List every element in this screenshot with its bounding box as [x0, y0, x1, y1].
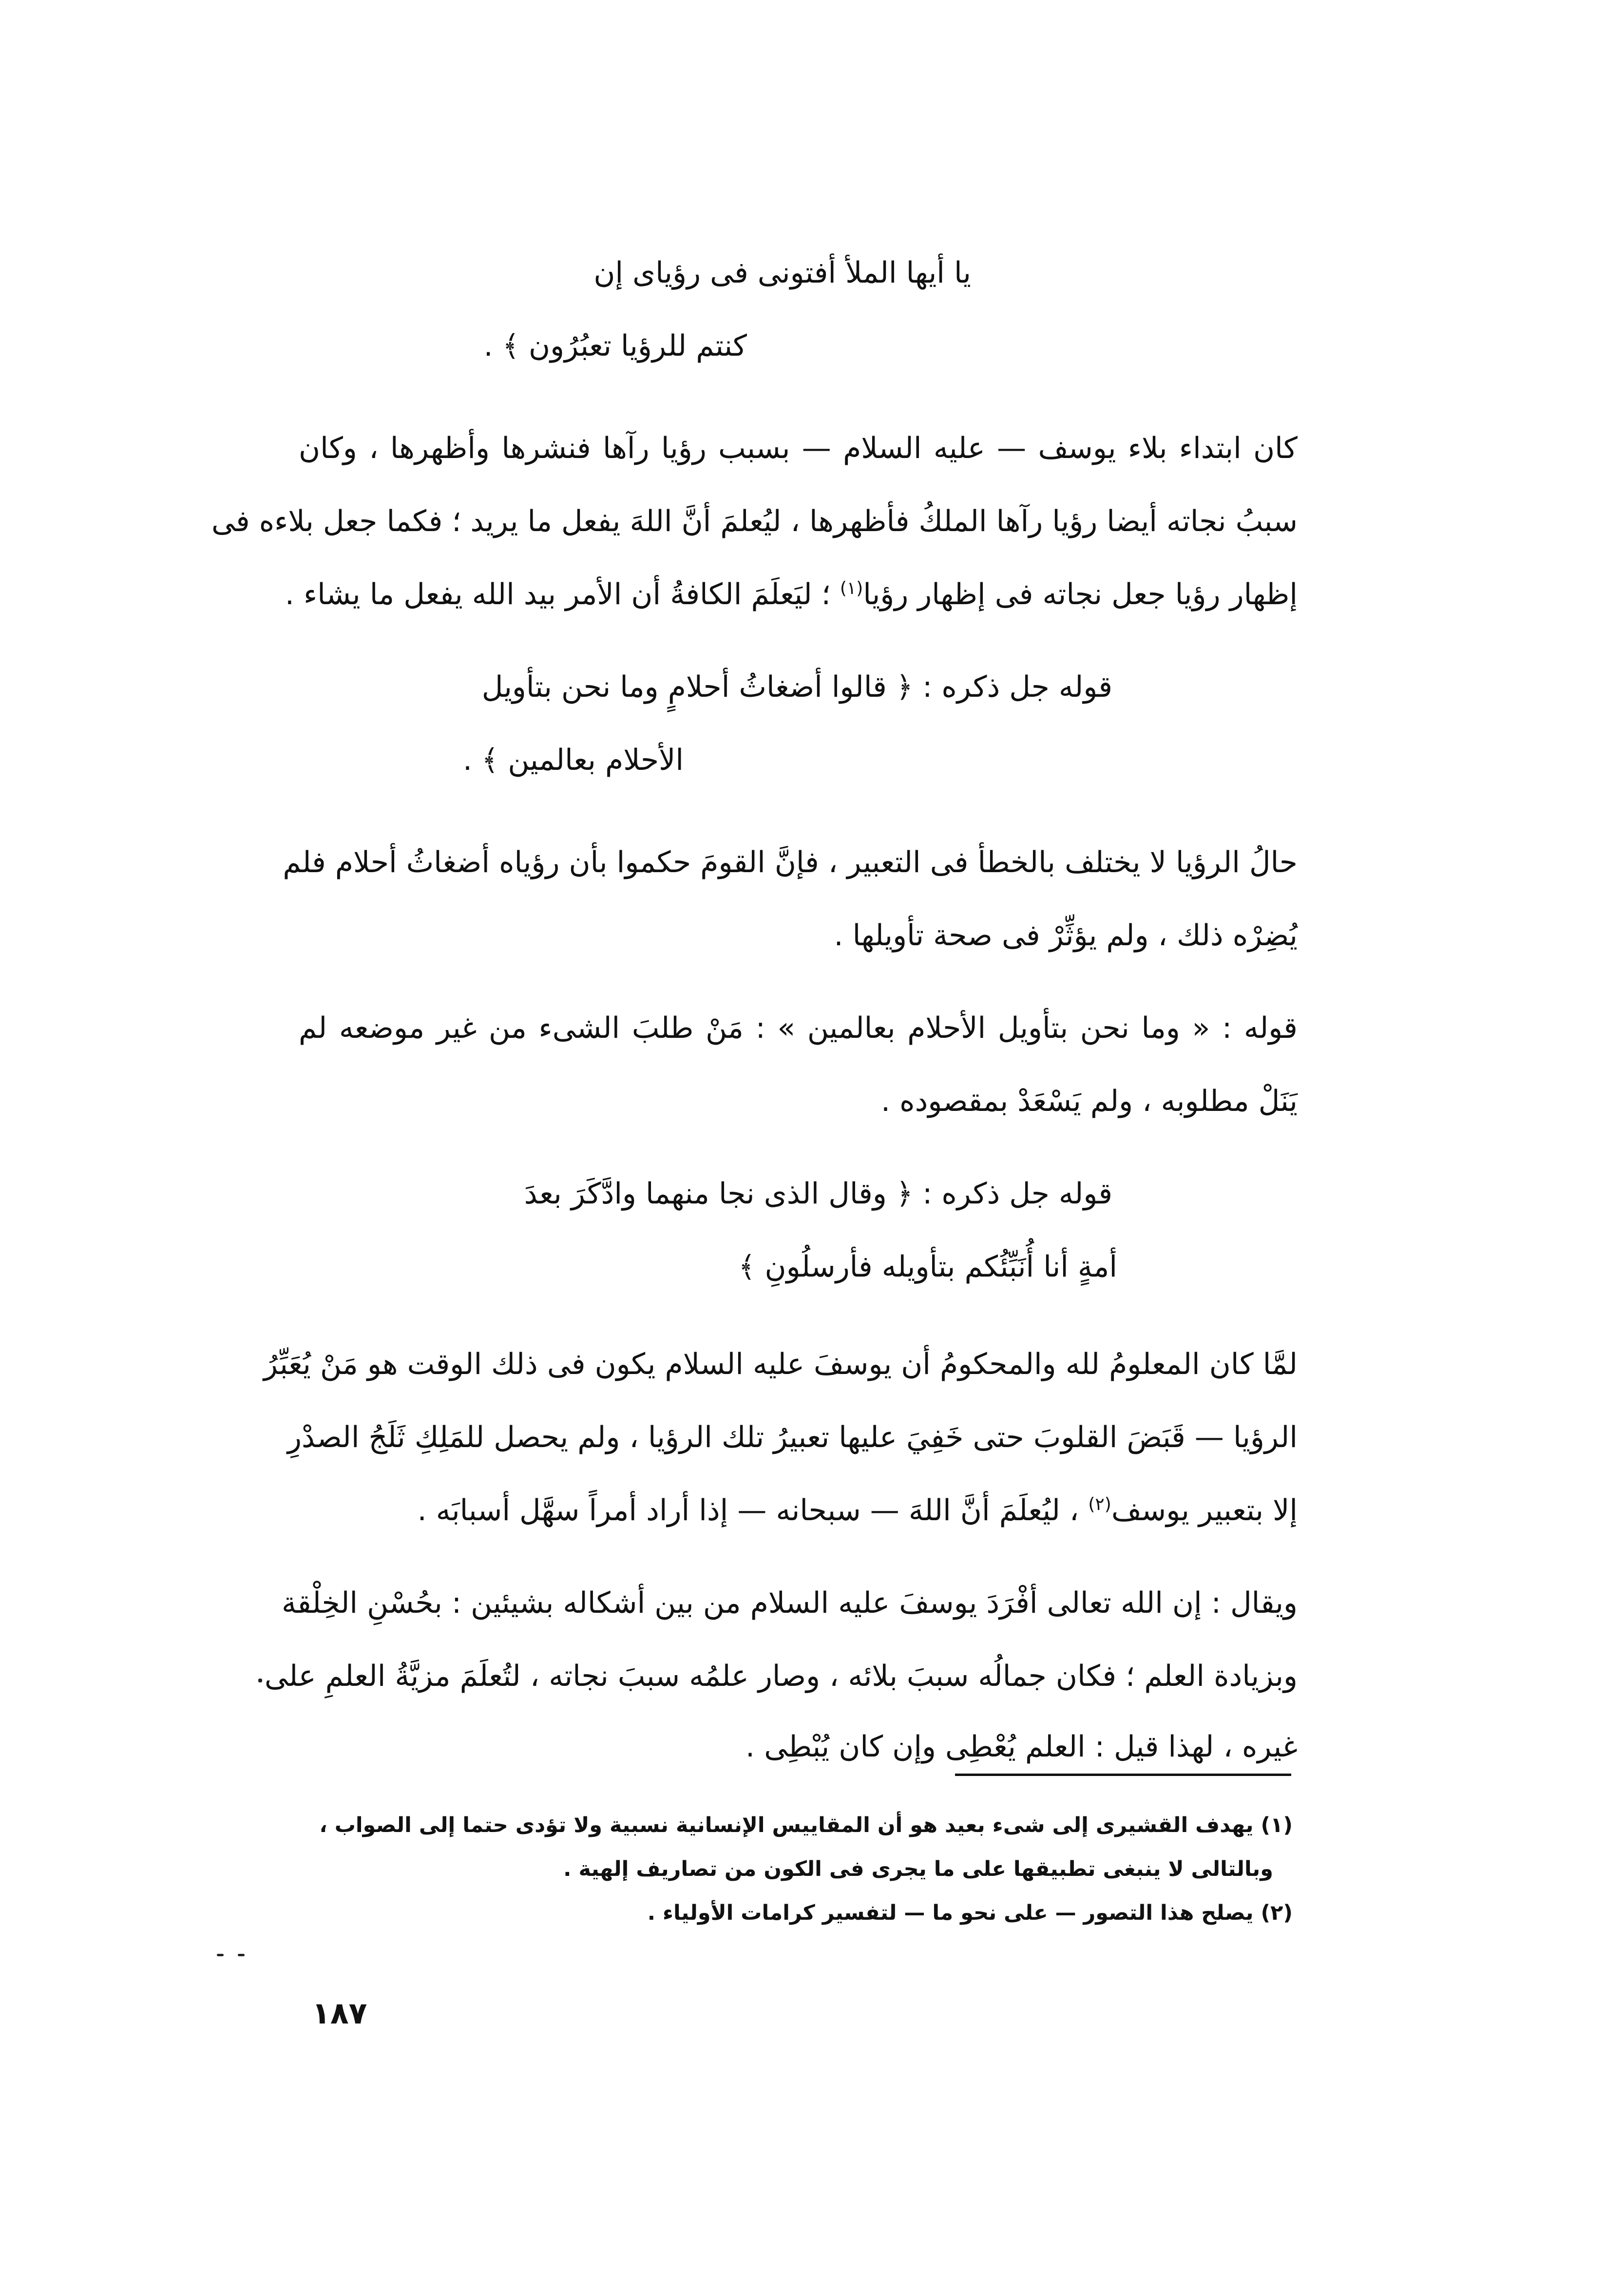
- paragraph-line: غيره ، لهذا قيل : العلم يُعْطِى وإن كان يُبْطِى .: [745, 1730, 1298, 1764]
- paragraph-line: لمَّا كان المعلومُ لله والمحكومُ أن يوسفَ عليه السلام يكون فى ذلك الوقت هو مَنْ يُعَبِّرُ: [264, 1347, 1298, 1381]
- footnote-separator: [955, 1774, 1291, 1776]
- paragraph-line: [285, 577, 1298, 611]
- paragraph-line: حالُ الرؤيا لا يختلف بالخطأ فى التعبير ، فإنَّ القومَ حكموا بأن رؤياه أضغاثُ أحلام فلم: [283, 845, 1298, 879]
- paragraph-line: سببُ نجاته أيضا رؤيا رآها الملكُ فأظهرها ، ليُعلمَ أنَّ اللهَ يفعل ما يريد ؛ فكما جعل بلاءه فى: [211, 504, 1298, 538]
- footnote-line: (٢) يصلح هذا التصور — على نحو ما — لتفسير كرامات الأولياء .: [647, 1901, 1293, 1925]
- paragraph-line: قوله : « وما نحن بتأويل الأحلام بعالمين » : مَنْ طلبَ الشىء من غير موضعه لم: [299, 1011, 1298, 1045]
- footnote-line: وبالتالى لا ينبغى تطبيقها على ما يجرى فى الكون من تصاريف إلهية .: [563, 1857, 1273, 1881]
- paragraph-line: [299, 1493, 1298, 1527]
- quran-verse-line: كنتم للرؤيا تعبُرُون ﴾ .: [483, 329, 747, 363]
- paragraph-text: إظهار رؤيا جعل نجاته فى إظهار رؤيا: [863, 577, 1298, 611]
- quran-verse-line: قوله جل ذكره : ﴿ وقال الذى نجا منهما وادَّكَرَ بعدَ: [524, 1177, 1112, 1211]
- quran-verse-line: قوله جل ذكره : ﴿ قالوا أضغاثُ أحلامٍ وما نحن بتأويل: [481, 670, 1112, 704]
- paragraph-line: وبزيادة العلم ؛ فكان جمالُه سببَ بلائه ، وصار علمُه سببَ نجاته ، لتُعلَمَ مزيَّةُ العلمِ على: [264, 1659, 1298, 1693]
- paragraph-line: يَنَلْ مطلوبه ، ولم يَسْعَدْ بمقصوده .: [881, 1084, 1298, 1118]
- scan-speck: [238, 1954, 245, 1956]
- paragraph-line: يُضِرْه ذلك ، ولم يؤثِّرْ فى صحة تأويلها .: [834, 918, 1298, 953]
- paragraph-text: ، ليُعلَمَ أنَّ اللهَ — سبحانه — إذا أراد أمراً سهَّل أسبابَه .: [417, 1493, 1079, 1527]
- paragraph-text: إلا بتعبير يوسف: [1111, 1493, 1298, 1527]
- page-number: ١٨٧: [312, 1995, 367, 2031]
- footnote-reference: (١): [840, 578, 863, 598]
- paragraph-line: كان ابتداء بلاء يوسف — عليه السلام — بسبب رؤيا رآها فنشرها وأظهرها ، وكان: [299, 431, 1298, 465]
- paragraph-text: ؛ ليَعلَمَ الكافةُ أن الأمر بيد الله يفعل ما يشاء .: [285, 577, 831, 611]
- quran-verse-line: يا أيها الملأ أفتونى فى رؤياى إن: [593, 256, 971, 290]
- scan-speck: [258, 1679, 262, 1682]
- footnote-reference: (٢): [1088, 1494, 1111, 1514]
- scan-speck: [217, 1954, 224, 1956]
- quran-verse-line: أمةٍ أنا أُنَبِّئُكم بتأويله فأرسلُونِ ﴾: [738, 1250, 1117, 1284]
- footnote-line: (١) يهدف القشيرى إلى شىء بعيد هو أن المقاييس الإنسانية نسبية ولا تؤدى حتما إلى الصواب ،: [319, 1813, 1293, 1837]
- paragraph-line: الرؤيا — قَبَضَ القلوبَ حتى خَفِيَ عليها تعبيرُ تلك الرؤيا ، ولم يحصل للمَلِكِ ثَلَجُ الصدْرِ: [287, 1420, 1298, 1454]
- quran-verse-line: الأحلام بعالمين ﴾ .: [462, 743, 684, 777]
- paragraph-line: ويقال : إن الله تعالى أفْرَدَ يوسفَ عليه السلام من بين أشكاله بشيئين : بحُسْنِ الخِلْقة: [282, 1586, 1298, 1620]
